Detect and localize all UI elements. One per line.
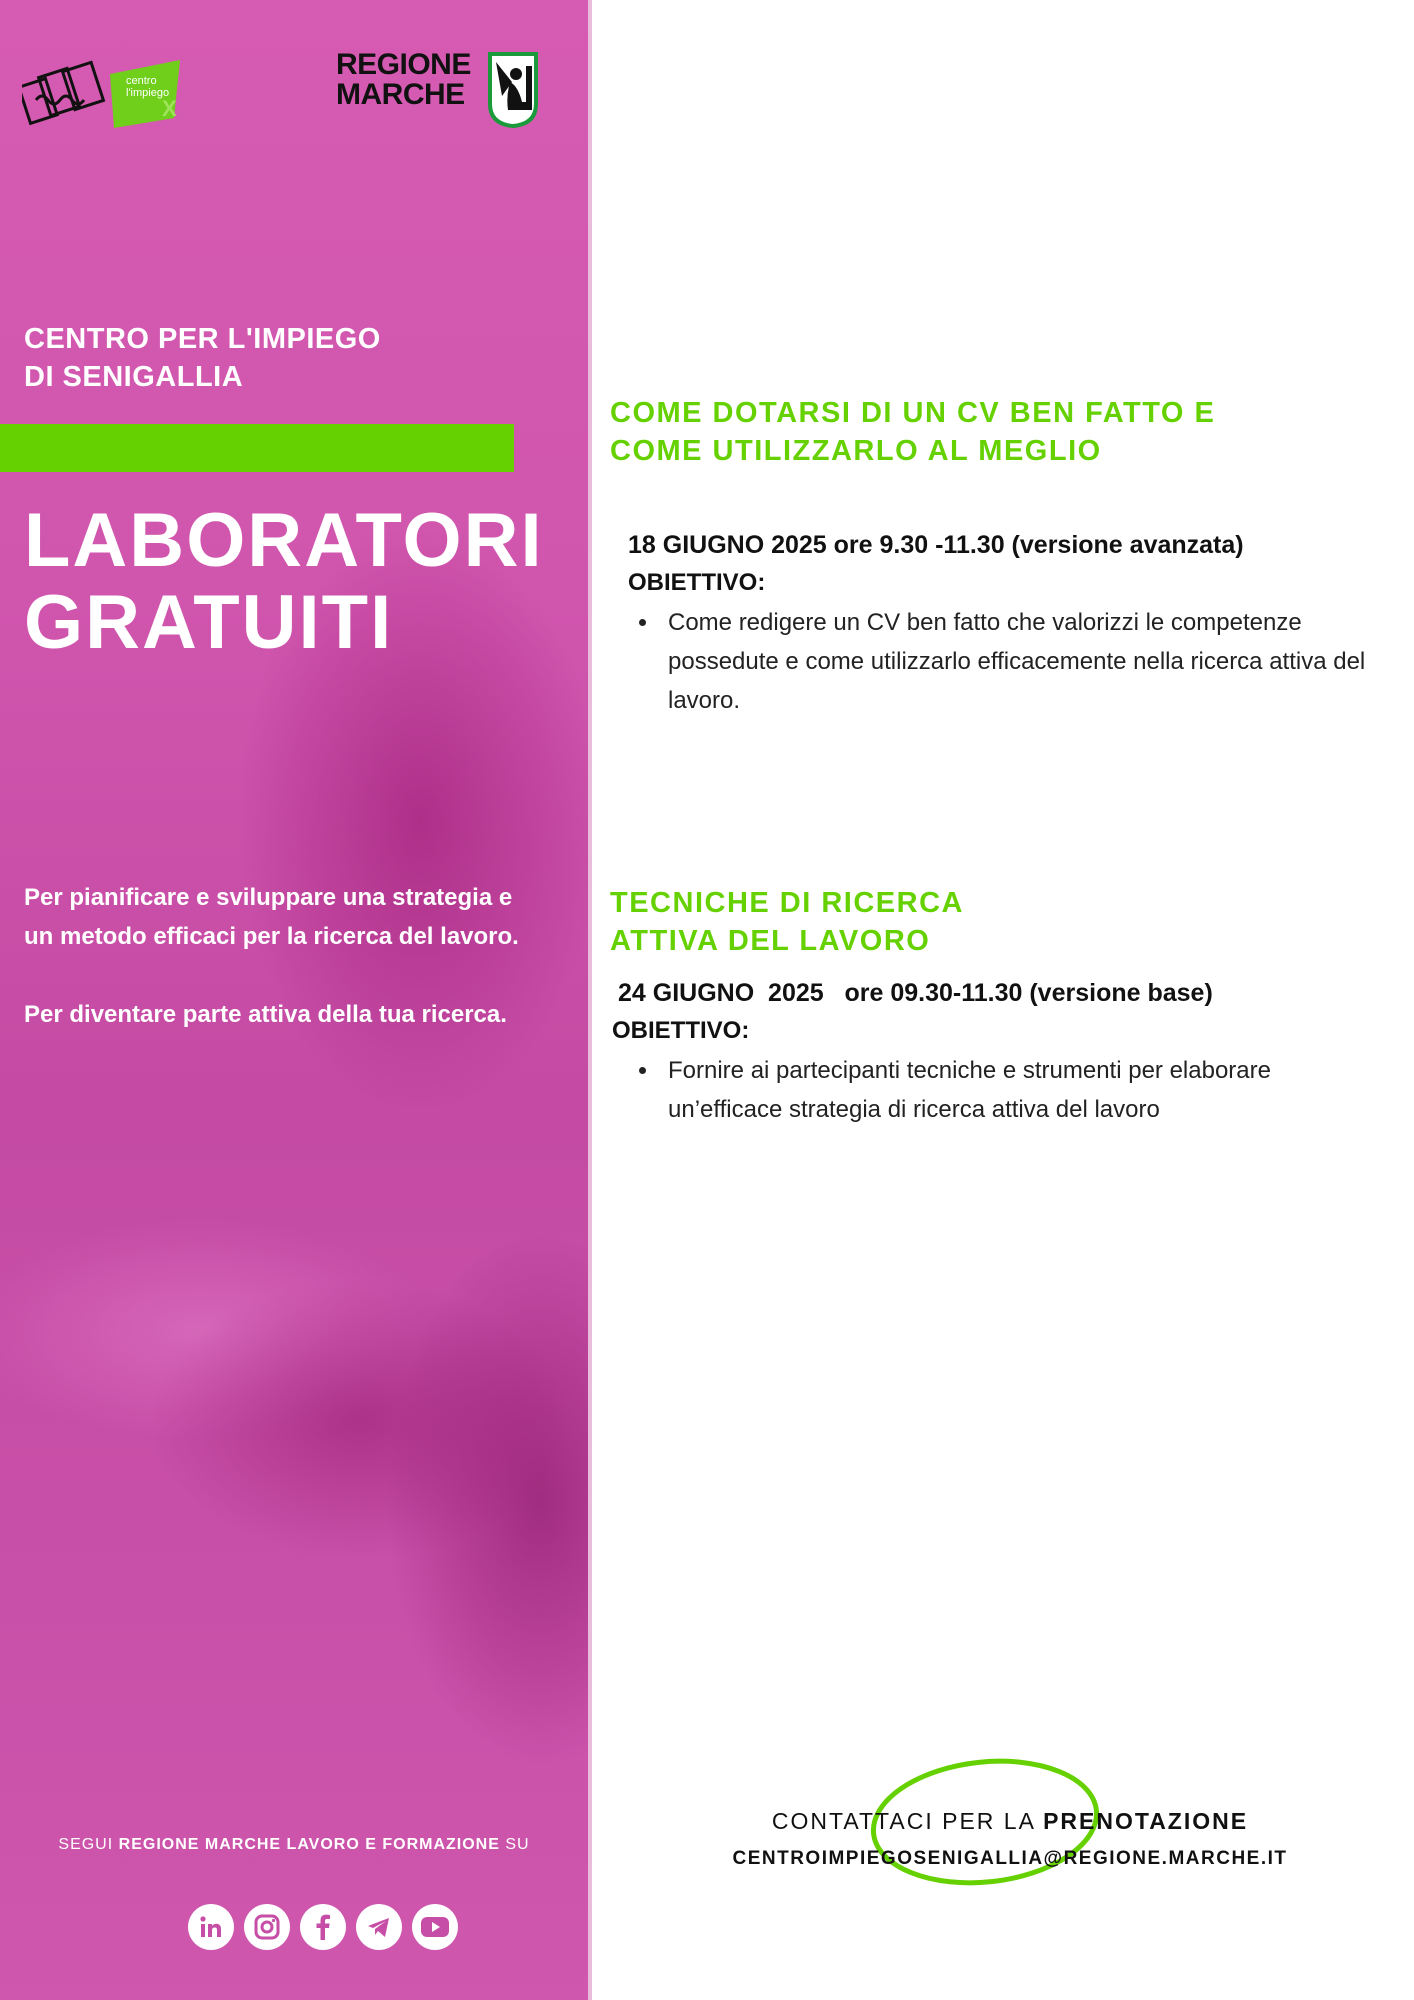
workshop-2-title-line-1: TECNICHE DI RICERCA [610, 887, 964, 919]
workshop-2-objectives [640, 1051, 1380, 1129]
logo-cpi-line2: l'impiego [126, 87, 170, 99]
region-logo-line1: REGIONE [336, 48, 471, 81]
workshop-1-objectives [640, 603, 1400, 720]
follow-name: REGIONE MARCHE LAVORO E FORMAZIONE [118, 1836, 500, 1853]
workshop-1-title-line-1: COME DOTARSI DI UN CV BEN FATTO E [610, 397, 1216, 429]
workshop-2-objective-label: OBIETTIVO: [612, 1017, 750, 1044]
workshop-1-objective: • Come redigere un CV ben fatto che valorizzi le competenze possedute e come utilizzarlo efficacemente nella ricerca attiva del lavoro. [660, 603, 1400, 720]
social-links [188, 1904, 460, 1950]
headline-line-2: GRATUITI [24, 580, 394, 665]
youtube-icon[interactable] [412, 1904, 458, 1950]
headline [24, 500, 544, 664]
follow-prefix: SEGUI [58, 1836, 114, 1853]
intro-text [24, 878, 524, 1034]
centro-impiego-logo [22, 60, 182, 130]
facebook-icon[interactable] [300, 1904, 346, 1950]
workshop-1-objective-label: OBIETTIVO: [628, 569, 766, 596]
office-name [24, 320, 381, 396]
logo-cpi-line1: centro [126, 75, 157, 87]
follow-line [0, 1836, 588, 1854]
headline-line-1: LABORATORI [24, 498, 544, 583]
intro-paragraph-2: Per diventare parte attiva della tua ricerca. [24, 1001, 507, 1028]
office-line-1: CENTRO PER L'IMPIEGO [24, 323, 381, 355]
contact-emphasis: PRENOTAZIONE [1043, 1808, 1249, 1834]
workshop-2-title-line-2: ATTIVA DEL LAVORO [610, 925, 931, 957]
workshop-2-objective: • Fornire ai partecipanti tecniche e strumenti per elaborare un’efficace strategia di ricerca attiva del lavoro [660, 1051, 1380, 1129]
workshop-1-date: 18 GIUGNO 2025 ore 9.30 -11.30 (versione avanzata) [628, 531, 1244, 559]
follow-suffix: SU [505, 1836, 530, 1853]
contact-prefix: CONTATTACI PER LA [771, 1808, 1035, 1834]
instagram-icon[interactable] [244, 1904, 290, 1950]
office-line-2: DI SENIGALLIA [24, 361, 244, 393]
contact-line [700, 1808, 1320, 1835]
workshop-2-title [610, 884, 964, 960]
workshop-1-title [610, 394, 1215, 470]
accent-bar [0, 424, 514, 472]
shield-icon [488, 52, 538, 128]
region-logo-line2: MARCHE [336, 78, 465, 111]
regione-marche-logo [336, 50, 556, 130]
workshop-1-title-line-2: COME UTILIZZARLO AL MEGLIO [610, 435, 1102, 467]
panel-divider [588, 0, 592, 2000]
contact-email-link[interactable]: CENTROIMPIEGOSENIGALLIA@REGIONE.MARCHE.IT [732, 1848, 1288, 1869]
telegram-icon[interactable] [356, 1904, 402, 1950]
svg-text:X: X [162, 96, 177, 121]
left-panel [0, 0, 588, 2000]
linkedin-icon[interactable] [188, 1904, 234, 1950]
workshop-2-date: 24 GIUGNO 2025 ore 09.30-11.30 (versione base) [618, 979, 1213, 1007]
intro-paragraph-1: Per pianificare e sviluppare una strategia e un metodo efficaci per la ricerca del lavoro. [24, 884, 519, 950]
